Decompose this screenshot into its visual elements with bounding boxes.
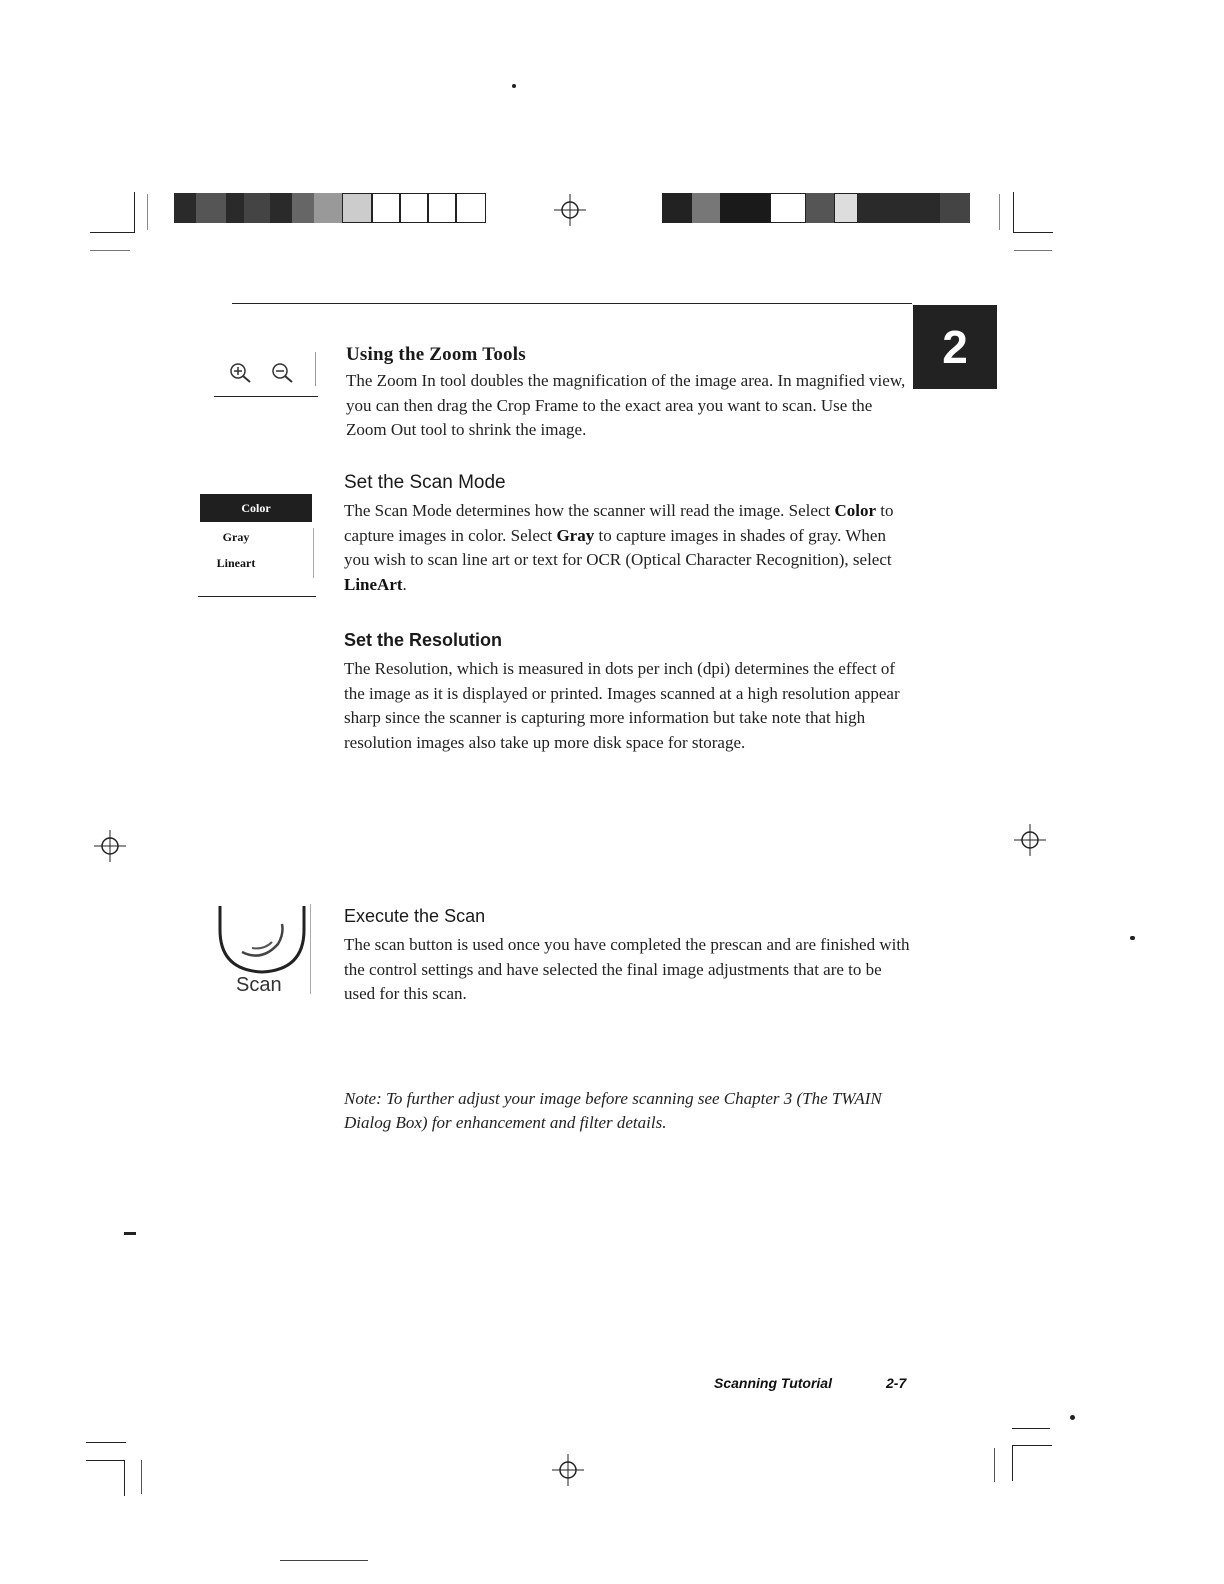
scan-mode-menu: [198, 490, 318, 598]
scan-speck: [1070, 1415, 1075, 1420]
zoom-tools-body: The Zoom In tool doubles the magnification of the image area. In magnified view, you can then drag the Crop Frame to the exact area you want to scan. Use the Zoom Out tool to shrink the image.: [346, 371, 906, 439]
footer-page-number: 2-7: [886, 1375, 907, 1391]
zoom-out-icon: [268, 360, 298, 386]
footer-section-title: Scanning Tutorial: [714, 1375, 832, 1391]
scan-speck: [512, 84, 516, 88]
execute-scan-heading: Execute the Scan: [344, 906, 486, 926]
execute-scan-body: The scan button is used once you have completed the prescan and are finished with the control settings and have selected the final image adjustments that are to be used for this scan.: [344, 935, 910, 1003]
resolution-heading: Set the Resolution: [344, 630, 503, 650]
chapter-note: Note: To further adjust your image before scanning see Chapter 3 (The TWAIN Dialog Box) for enhancement and filter details.: [344, 1089, 882, 1132]
scan-button-illustration: [206, 898, 320, 1000]
registration-target-bottom: [550, 1452, 586, 1488]
scan-mode-option-gray: Gray: [222, 530, 250, 544]
scan-mode-option-lineart: Lineart: [216, 556, 256, 570]
scan-speck: [124, 1232, 136, 1235]
scan-speck: [1130, 936, 1135, 940]
scan-button-label: Scan: [236, 974, 282, 996]
zoom-in-icon: [226, 360, 256, 386]
resolution-body: The Resolution, which is measured in dots per inch (dpi) determines the effect of the image as it is displayed or printed. Images scanned at a high resolution appear sharp since the scanner is capturing more information but take note that high resolution images also take up more disk space for storage.: [344, 659, 900, 752]
calibration-bar-left: [174, 193, 486, 223]
scan-icon: [212, 900, 312, 978]
chapter-number: 2: [942, 321, 968, 373]
scan-mode-heading: Set the Scan Mode: [344, 472, 506, 493]
zoom-tools-heading: Using the Zoom Tools: [346, 344, 526, 365]
header-rule: [232, 303, 912, 304]
registration-target-top: [552, 192, 588, 228]
scan-mode-body: The Scan Mode determines how the scanner will read the image. Select Color to capture images in color. Select Gray to capture images in shades of gray. When you wish to scan line art or text for OCR (Optical Character Recognition), select LineArt.: [344, 501, 894, 594]
calibration-bar-right: [662, 193, 970, 223]
scan-speck: [280, 1560, 368, 1561]
registration-target-right: [1012, 822, 1048, 858]
chapter-tab: [913, 305, 997, 389]
registration-target-left: [92, 828, 128, 864]
zoom-tools-illustration: [212, 350, 318, 398]
scan-mode-option-color: Color: [200, 494, 312, 522]
